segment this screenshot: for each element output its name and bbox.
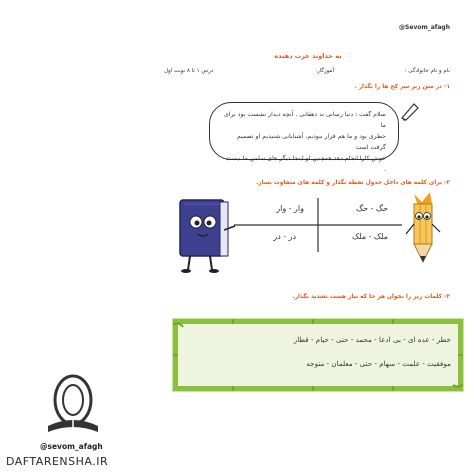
lesson-label: درس ۱ تا ۸ نوبت اول: [164, 68, 214, 74]
table-cell: ملک - ملک: [352, 232, 388, 241]
header-handle: @Sevom_afagh: [399, 24, 450, 31]
logo-handle: @sevom_afagh: [40, 442, 103, 451]
student-name-label: نام و نام خانوادگی :: [404, 68, 450, 74]
question-2: ۲- برای کلمه های داخل جدول نقطه بگذار و کلمه های متفاوت بساز.: [256, 180, 450, 186]
words-line: موفقیت - علمت - سهام - حتی - معلمان - متوجه: [306, 359, 451, 368]
table-cell: در - در: [273, 232, 296, 241]
passage-line: خوش کارا انجام دهد همچنین او اینجا دیگر های سلمن ما نیست .: [225, 155, 386, 173]
question-3: ۳- کلمات زیر را بخوان هر جا که نیاز هست تشدید بگذار.: [292, 294, 450, 300]
worksheet: [152, 8, 464, 460]
book-character-illustration: [174, 194, 236, 276]
table-cell: وار - وار: [276, 204, 304, 213]
brand-logo: [38, 370, 108, 440]
passage-line: سلام گفت : دنیا رسانی ند دهقانی . آنچه دیدار نشست بود برای ما: [224, 111, 386, 129]
bamboo-border: [173, 319, 463, 391]
pencil-character-illustration: [402, 190, 446, 270]
question-1: ۱- در متن زیر سر کج ها را بگذار .: [354, 84, 450, 90]
table-cell: حگ - حگ: [356, 204, 388, 213]
word-table: [234, 196, 402, 254]
pencil-icon: [400, 100, 420, 122]
passage-line: خطری بود و ما هم قرار نبودیم. آشنایانی شنیدیم او تصمیم گرفت است: [236, 133, 386, 151]
words-box: [172, 318, 464, 392]
passage-box: [209, 102, 399, 173]
teacher-label: آموزگار:: [315, 68, 334, 74]
worksheet-title: به خداوند عزت دهنده: [274, 52, 342, 60]
watermark: DAFTARENSHA.IR: [6, 455, 109, 468]
words-line: خطر - عده ای - بی ادعا - محمد - حتی - خیام - قطار: [293, 335, 451, 344]
